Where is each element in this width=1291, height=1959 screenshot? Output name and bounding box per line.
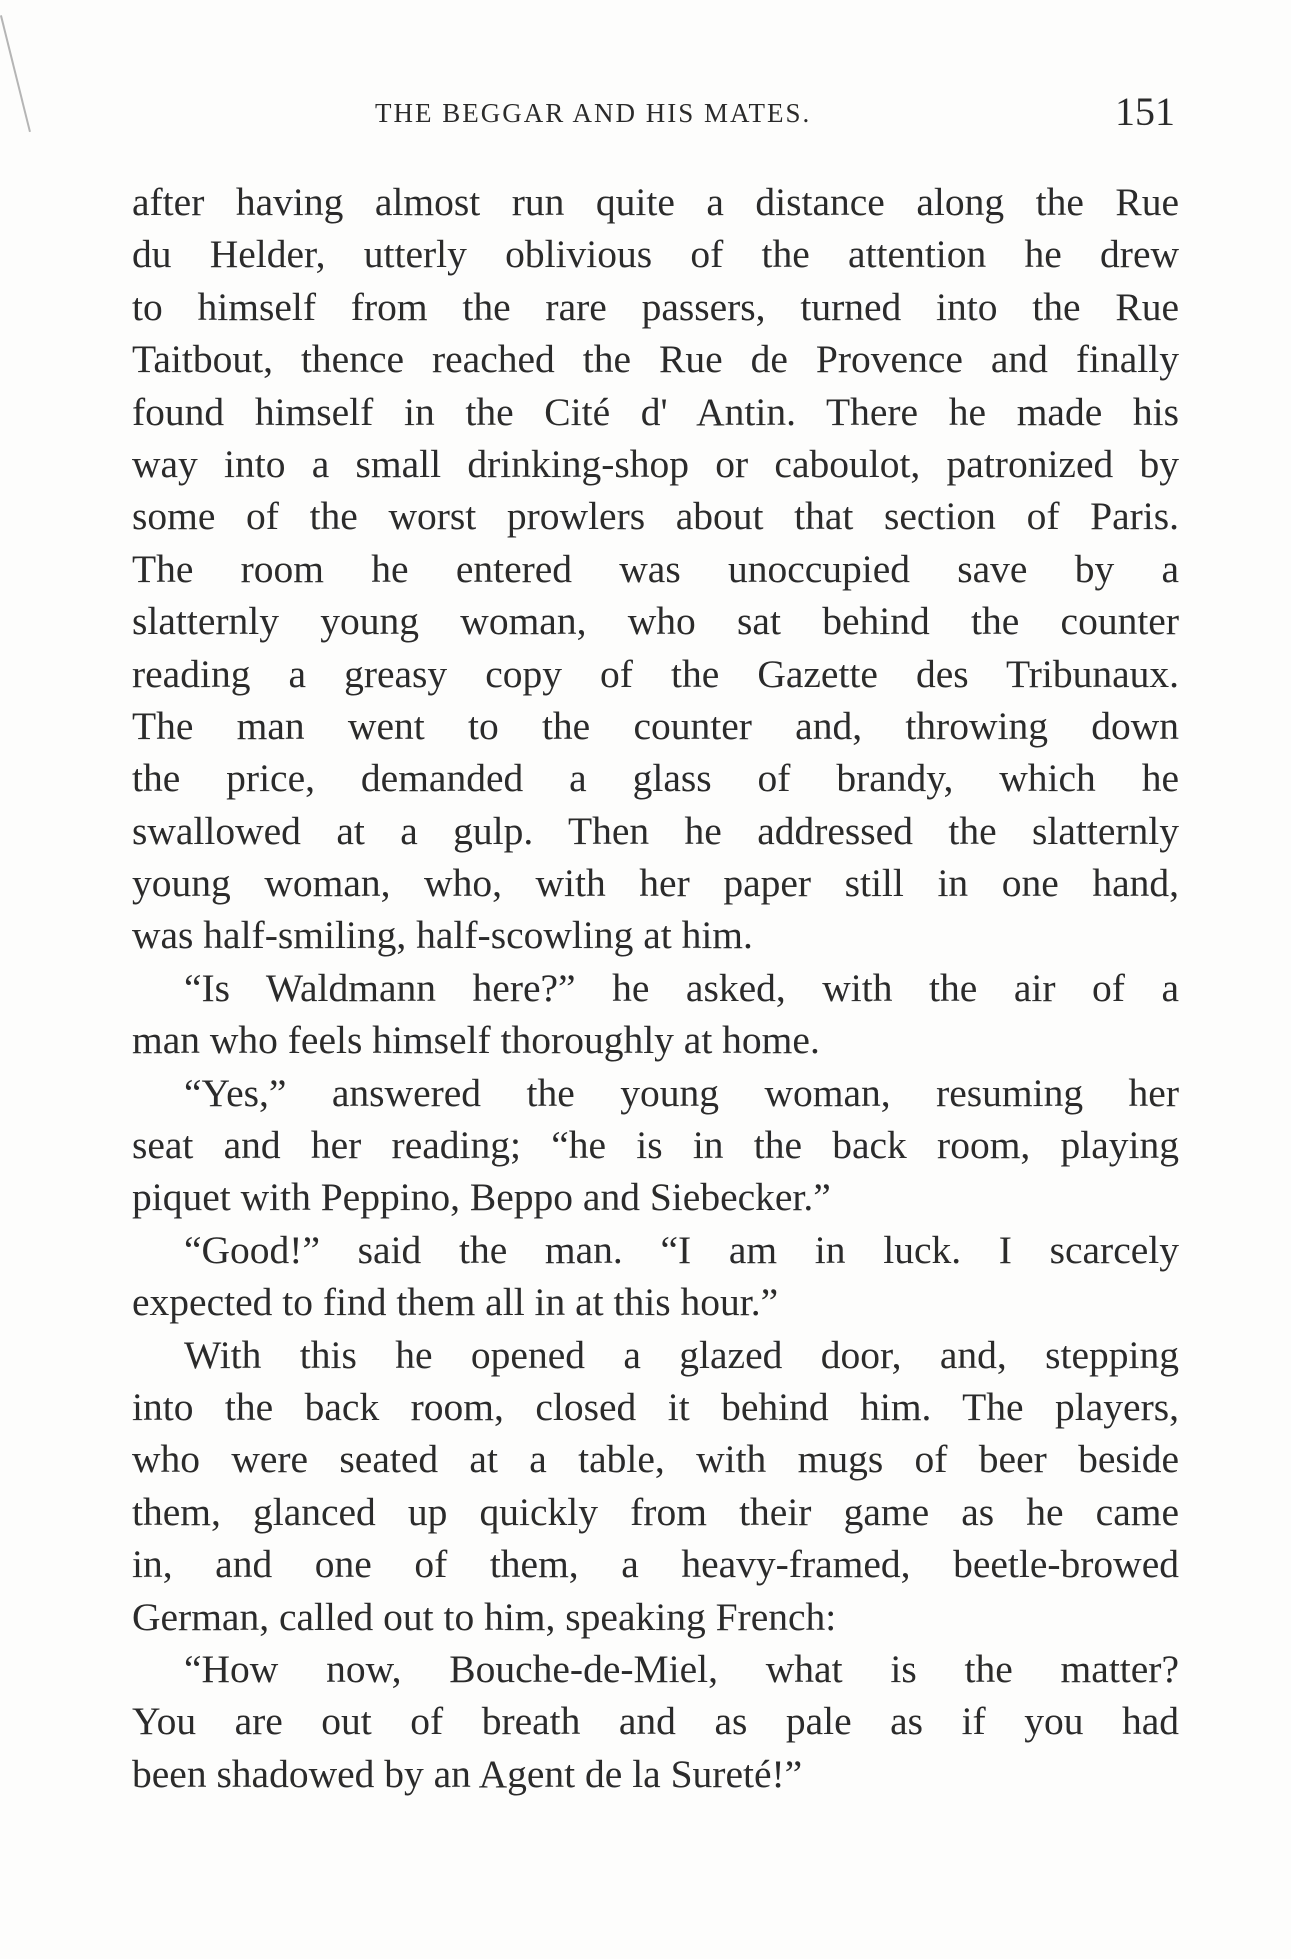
text-line: who were seated at a table, with mugs of beer beside	[132, 1437, 1179, 1482]
text-line: way into a small drinking-shop or caboulot, patronized by	[132, 441, 1179, 486]
text-line: was half-smiling, half-scowling at him.	[132, 913, 753, 958]
text-line: after having almost run quite a distance along the Rue	[132, 180, 1179, 224]
text-line: the price, demanded a glass of brandy, which he	[132, 756, 1179, 801]
text-line: expected to find them all in at this hour.”	[132, 1280, 779, 1325]
text-line: found himself in the Cité d' Antin. There he made his	[132, 389, 1179, 434]
text-line: man who feels himself thoroughly at home.	[132, 1018, 820, 1063]
text-line: them, glanced up quickly from their game as he came	[132, 1489, 1179, 1534]
text-line: You are out of breath and as pale as if you had	[132, 1699, 1179, 1744]
text-line: With this he opened a glazed door, and, stepping	[184, 1332, 1179, 1377]
text-line: “Good!” said the man. “I am in luck. I scarcely	[184, 1227, 1179, 1272]
text-line: The room he entered was unoccupied save by a	[132, 546, 1179, 591]
page-header	[135, 88, 1175, 138]
text-line: been shadowed by an Agent de la Sureté!”	[132, 1751, 803, 1796]
text-line: Taitbout, thence reached the Rue de Provence and finally	[132, 337, 1179, 382]
text-line: German, called out to him, speaking French:	[132, 1594, 837, 1639]
text-line: The man went to the counter and, throwing down	[132, 703, 1179, 748]
text-line: seat and her reading; “he is in the back room, playing	[132, 1123, 1179, 1168]
text-line: swallowed at a gulp. Then he addressed the slatternly	[132, 808, 1179, 853]
text-line: reading a greasy copy of the Gazette des Tribunaux.	[132, 651, 1179, 696]
text-line: du Helder, utterly oblivious of the attention he drew	[132, 232, 1179, 277]
text-line: to himself from the rare passers, turned into the Rue	[132, 284, 1179, 329]
text-line: piquet with Peppino, Beppo and Siebecker.”	[132, 1175, 831, 1220]
running-head: THE BEGGAR AND HIS MATES.	[375, 98, 812, 128]
text-line: some of the worst prowlers about that section of Paris.	[132, 494, 1179, 539]
text-line: into the back room, closed it behind him. The players,	[132, 1384, 1179, 1429]
text-line: “Yes,” answered the young woman, resuming her	[184, 1070, 1179, 1115]
page-edge-mark	[0, 8, 60, 132]
text-line: “Is Waldmann here?” he asked, with the air of a	[184, 965, 1179, 1010]
page-number: 151	[1115, 89, 1175, 134]
text-line: “How now, Bouche-de-Miel, what is the matter?	[184, 1646, 1179, 1691]
text-line: young woman, who, with her paper still in one hand,	[132, 861, 1179, 906]
body-text	[132, 176, 1179, 1800]
text-line: slatternly young woman, who sat behind the counter	[132, 599, 1179, 644]
text-line: in, and one of them, a heavy-framed, beetle-browed	[132, 1542, 1179, 1587]
